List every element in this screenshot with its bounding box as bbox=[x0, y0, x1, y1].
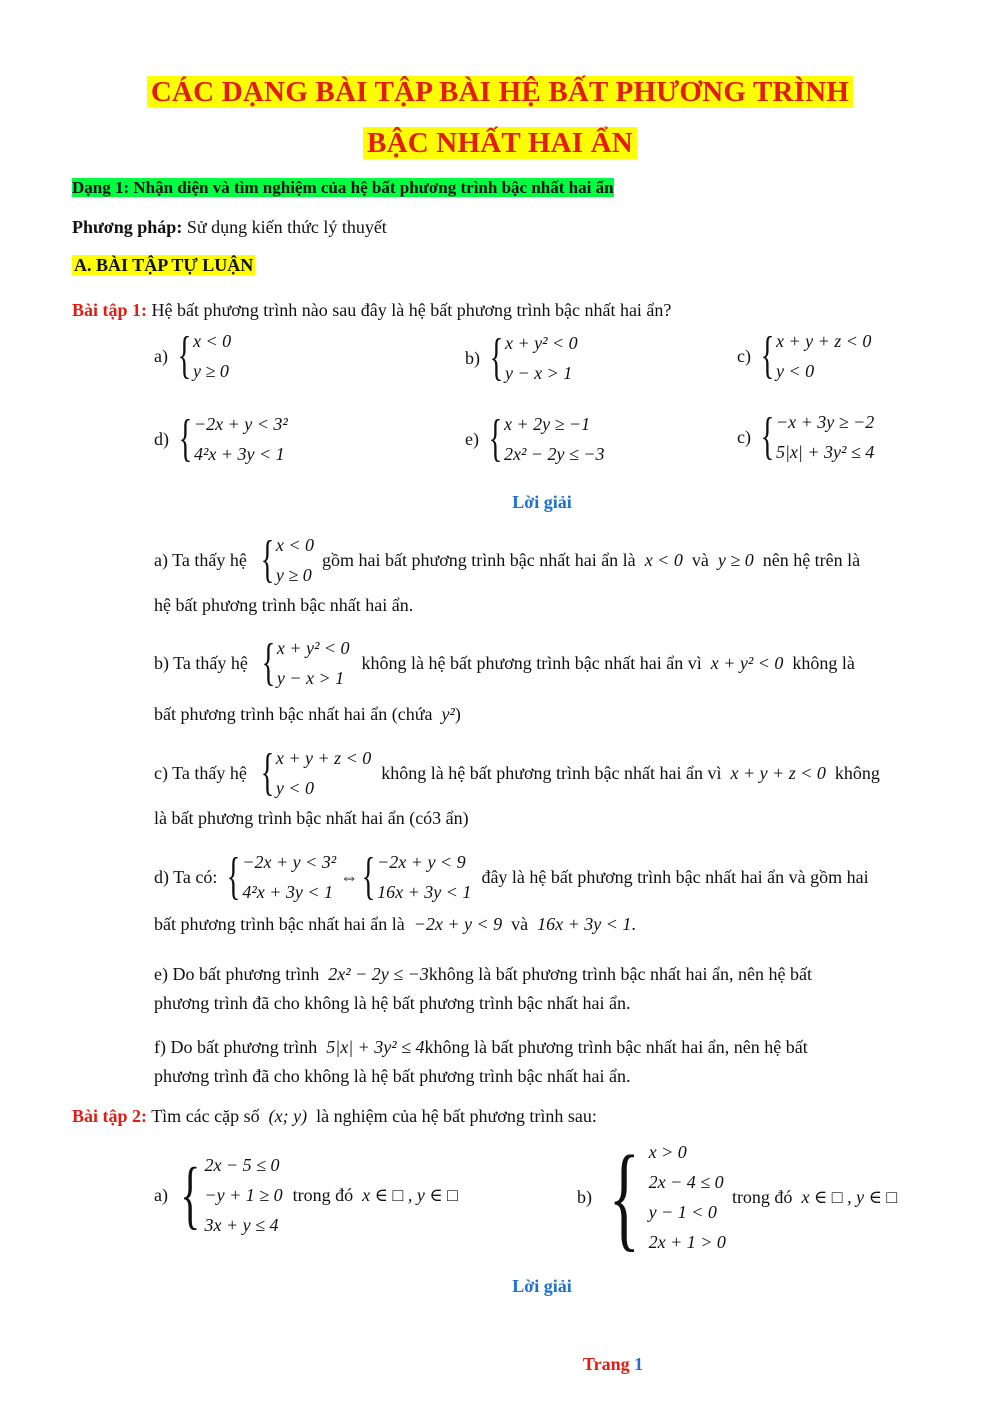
solution-c: c) Ta thấy hệ { x + y + z < 0 y < 0 không là hệ bất phương trình bậc nhất hai ẩn vì x + y + z < 0 không bbox=[154, 744, 880, 801]
option-b: b) { x + y² < 0 y − x > 1 bbox=[465, 329, 578, 386]
solution-heading-1: Lời giải bbox=[512, 492, 572, 512]
option-e: e) { x + 2y ≥ −1 2x² − 2y ≤ −3 bbox=[465, 410, 605, 467]
solution-c-cont: là bất phương trình bậc nhất hai ẩn (có3 ẩn) bbox=[154, 808, 469, 828]
solution-e: e) Do bất phương trình 2x² − 2y ≤ −3không là bất phương trình bậc nhất hai ẩn, nên hệ bất phương trình đã cho không là hệ bất phương trình bậc nhất hai ẩn. bbox=[154, 964, 812, 1013]
solution-a: a) Ta thấy hệ { x < 0 y ≥ 0 gồm hai bất phương trình bậc nhất hai ẩn là x < 0 và y ≥ 0 nên hệ trên là bbox=[154, 531, 861, 588]
solution-d: d) Ta có: { −2x + y < 3² 4²x + 3y < 1 ⇔ { −2x + y < 9 16x + 3y < 1 đây là hệ bất phương trình bậc nhất hai ẩn và gồm hai bbox=[154, 848, 869, 905]
exercise-1-prompt: Bài tập 1: Hệ bất phương trình nào sau đây là hệ bất phương trình bậc nhất hai ẩn? bbox=[72, 300, 672, 320]
option-c: c) { x + y + z < 0 y < 0 bbox=[737, 327, 872, 384]
exercise-2-system-b: b) { x > 0 2x − 4 ≤ 0 y − 1 < 0 2x + 1 > 0 trong đó x ∈ □ , y ∈ □ bbox=[577, 1131, 898, 1262]
solution-heading-2: Lời giải bbox=[512, 1276, 572, 1296]
section-heading: A. BÀI TẬP TỰ LUẬN bbox=[74, 255, 254, 275]
page-title-line2: BẬC NHẤT HAI ẨN bbox=[0, 127, 1000, 160]
page-title-line1: CÁC DẠNG BÀI TẬP BÀI HỆ BẤT PHƯƠNG TRÌNH bbox=[0, 76, 1000, 109]
solution-f: f) Do bất phương trình 5|x| + 3y² ≤ 4không là bất phương trình bậc nhất hai ẩn, nên hệ bất phương trình đã cho không là hệ bất phương trình bậc nhất hai ẩn. bbox=[154, 1037, 808, 1086]
type-heading: Dạng 1: Nhận diện và tìm nghiệm của hệ bất phương trình bậc nhất hai ẩn bbox=[72, 178, 614, 197]
page-footer: Trang 1 bbox=[582, 1354, 644, 1374]
method-line: Phương pháp: Sử dụng kiến thức lý thuyết bbox=[72, 217, 387, 237]
option-a: a) { x < 0 y ≥ 0 bbox=[154, 327, 232, 384]
solution-a-cont: hệ bất phương trình bậc nhất hai ẩn. bbox=[154, 595, 414, 615]
option-d: d) { −2x + y < 3² 4²x + 3y < 1 bbox=[154, 410, 288, 467]
exercise-2-system-a: a) { 2x − 5 ≤ 0 −y + 1 ≥ 0 3x + y ≤ 4 trong đó x ∈ □ , y ∈ □ bbox=[154, 1153, 459, 1237]
solution-b-cont: bất phương trình bậc nhất hai ẩn (chứa y²) bbox=[154, 704, 461, 724]
option-f: c) { −x + 3y ≥ −2 5|x| + 3y² ≤ 4 bbox=[737, 408, 875, 465]
solution-b: b) Ta thấy hệ { x + y² < 0 y − x > 1 không là hệ bất phương trình bậc nhất hai ẩn vì x + y² < 0 không là bbox=[154, 634, 855, 691]
solution-d-cont: bất phương trình bậc nhất hai ẩn là −2x + y < 9 và 16x + 3y < 1. bbox=[154, 914, 636, 934]
exercise-2-prompt: Bài tập 2: Tìm các cặp số (x; y) là nghiệm của hệ bất phương trình sau: bbox=[72, 1106, 597, 1126]
